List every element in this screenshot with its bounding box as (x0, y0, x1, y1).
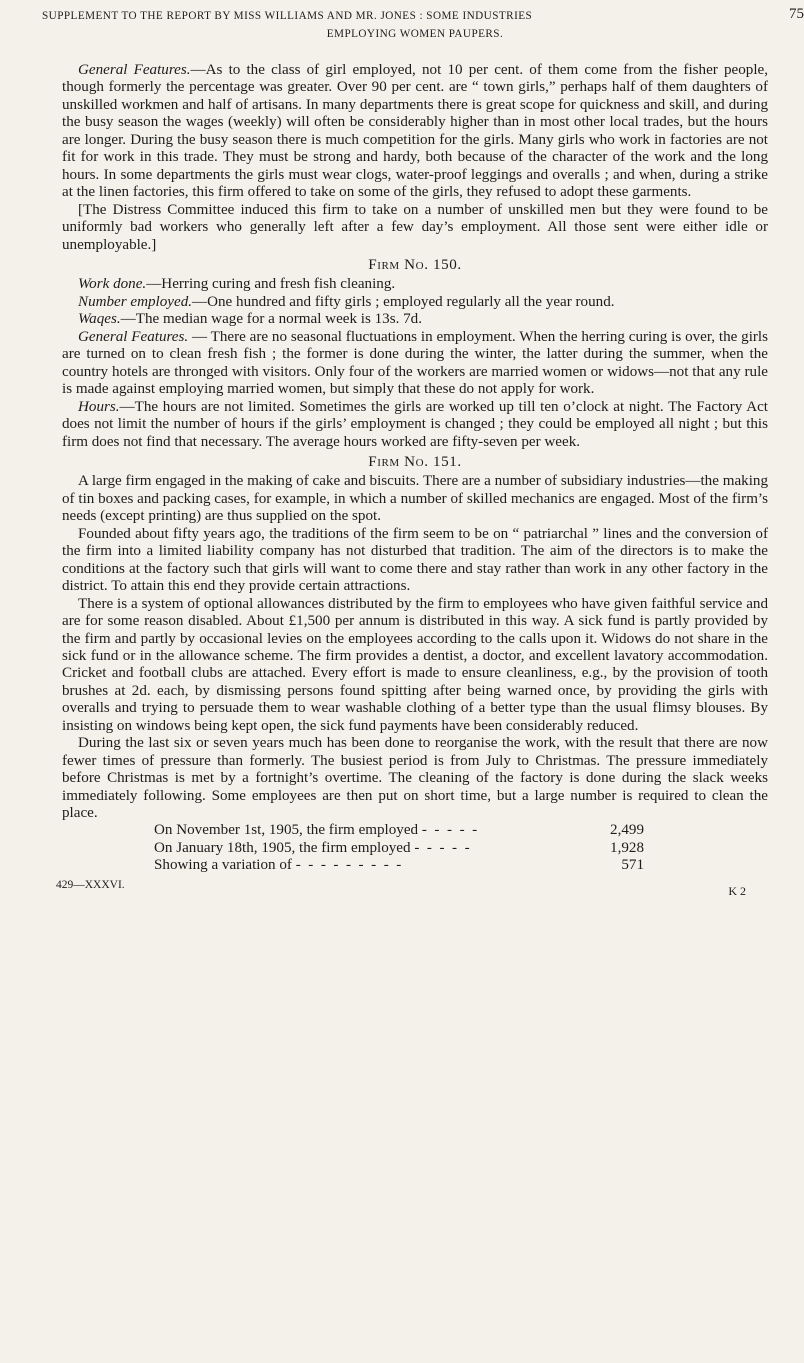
paragraph-firm-151-intro: A large firm engaged in the making of cake and biscuits. There are a number of subsidiary industries—the making of tin boxes and packing cases, for example, in which a number of skilled mechanics are engaged. Most of the firm’s needs (except printing) are thus supplied on the spot. (62, 473, 768, 525)
paragraph-work-done (62, 276, 768, 293)
paragraph-firm-151-reorganisation: During the last six or seven years much has been done to reorganise the work, with the result that there are now fewer times of pressure than formerly. The busiest period is from July to Christmas. The pressure immediately before Christmas is met by a fortnight’s overtime. The cleaning of the factory is done during the slack weeks immediately following. Some employees are then put on short time, but a large number is required to clean the place. (62, 735, 768, 822)
paragraph-number-employed (62, 294, 768, 311)
figure-label: On November 1st, 1905, the firm employed - - - - - (154, 822, 478, 839)
paragraph-lead: Number employed. (78, 293, 193, 310)
running-head-subtitle: EMPLOYING WOMEN PAUPERS. (326, 28, 504, 40)
paragraph-lead: General Features. (78, 328, 189, 345)
print-code: 429—XXXVI. (56, 878, 125, 891)
paragraph-text: —The hours are not limited. Sometimes the girls are worked up till ten o’clock at night. The Factory Act does not limit the number of hours if the girls’ employment is changed ; they could be employed all night ; but this firm does not find that necessary. The average hours worked are fifty-seven per week. (62, 398, 768, 450)
figure-value: 2,499 (610, 822, 644, 839)
employment-figure-row (62, 822, 644, 839)
running-head-title: SUPPLEMENT TO THE REPORT BY MISS WILLIAMS AND MR. JONES : SOME INDUSTRIES (42, 10, 533, 22)
paragraph-firm-151-history: Founded about fifty years ago, the traditions of the firm seem to be on “ patriarchal ” lines and the conversion of the firm into a limited liability company has not disturbed that tradition. The aim of the directors is to make the conditions at the factory such that girls will want to come there and stay rather than work in any other factory in the district. To attain this end they provide certain attractions. (62, 525, 768, 595)
paragraph-general-features (62, 62, 768, 202)
paragraph-distress-committee: [The Distress Committee induced this firm to take on a number of unskilled men but they were found to be uniformly bad workers who generally left after a few day’s employment. All those sent were either idle or unemployable.] (62, 201, 768, 253)
employment-figures (62, 822, 768, 874)
section-heading-firm-151: Firm No. 151. (368, 453, 462, 470)
paragraph-text: —Herring curing and fresh fish cleaning. (146, 276, 396, 293)
paragraph-lead: Work done. (78, 276, 147, 293)
figure-label: On January 18th, 1905, the firm employed - - - - - (154, 839, 470, 856)
section-heading-firm-150: Firm No. 150. (368, 256, 462, 273)
document-page (42, 6, 804, 898)
employment-figure-row (62, 840, 644, 857)
paragraph-hours (62, 399, 768, 451)
page-footer (56, 877, 768, 898)
body-text (56, 62, 768, 898)
paragraph-lead: Hours. (78, 398, 120, 415)
figure-label: Showing a variation of - - - - - - - - - (154, 857, 402, 874)
signature-mark: K 2 (728, 883, 746, 898)
running-head (42, 6, 804, 44)
paragraph-text: — There are no seasonal fluctuations in employment. When the herring curing is over, the girls are turned on to clean fresh fish ; the former is done during the winter, the latter during the summer, when the country hotels are thronged with visitors. Only four of the workers are married women or widows—not that any rule is made against employing married women, but simply that these do not apply for work. (62, 328, 768, 398)
paragraph-firm-151-allowances: There is a system of optional allowances distributed by the firm to employees who have given faithful service and are for some reason disabled. About £1,500 per annum is distributed in this way. A sick fund is partly provided by the firm and partly by occasional levies on the employees according to the calls upon it. Widows do not share in the sick fund or in the allowance scheme. The firm provides a dentist, a doctor, and excellent lavatory accommodation. Cricket and football clubs are attached. Every effort is made to ensure cleanliness, e.g., by the provision of tooth brushes at 2d. each, by dismissing persons found spitting after being warned once, by providing the girls with overalls and trying to persuade them to wear washable clothing of a better type than the usual flimsy blouses. By insisting on windows being kept open, the sick fund payments have been considerably reduced. (62, 595, 768, 734)
page-number: 75 (789, 6, 804, 22)
figure-value: 1,928 (610, 839, 644, 856)
paragraph-text: —As to the class of girl employed, not 10 per cent. of them come from the fisher people, though formerly the percentage was greater. Over 90 per cent. are “ town girls,” perhaps half of them daughters of unskilled workmen and half of artisans. In many departments there is great scope for quickness and skill, and during the busy season the wages (weekly) will often be considerably higher than in most other local trades, but the hours are longer. During the busy season there is much competition for the girls. Many girls who work in factories are not fit for work in this trade. They must be strong and hardy, both because of the character of the work and the long hours. In some departments the girls must wear clogs, water-proof leggings and overalls ; and when, during a strike at the linen factories, this firm offered to take on some of the girls, they refused to adopt these garments. (62, 62, 768, 201)
paragraph-lead: General Features. (78, 62, 191, 78)
figure-value: 571 (621, 857, 644, 874)
paragraph-general-features-150 (62, 329, 768, 399)
paragraph-text: —One hundred and fifty girls ; employed regularly all the year round. (192, 293, 615, 310)
paragraph-text: —The median wage for a normal week is 13s. 7d. (120, 311, 423, 328)
employment-figure-row (62, 857, 644, 874)
paragraph-lead: Waqes. (78, 311, 121, 328)
paragraph-wages (62, 311, 768, 328)
